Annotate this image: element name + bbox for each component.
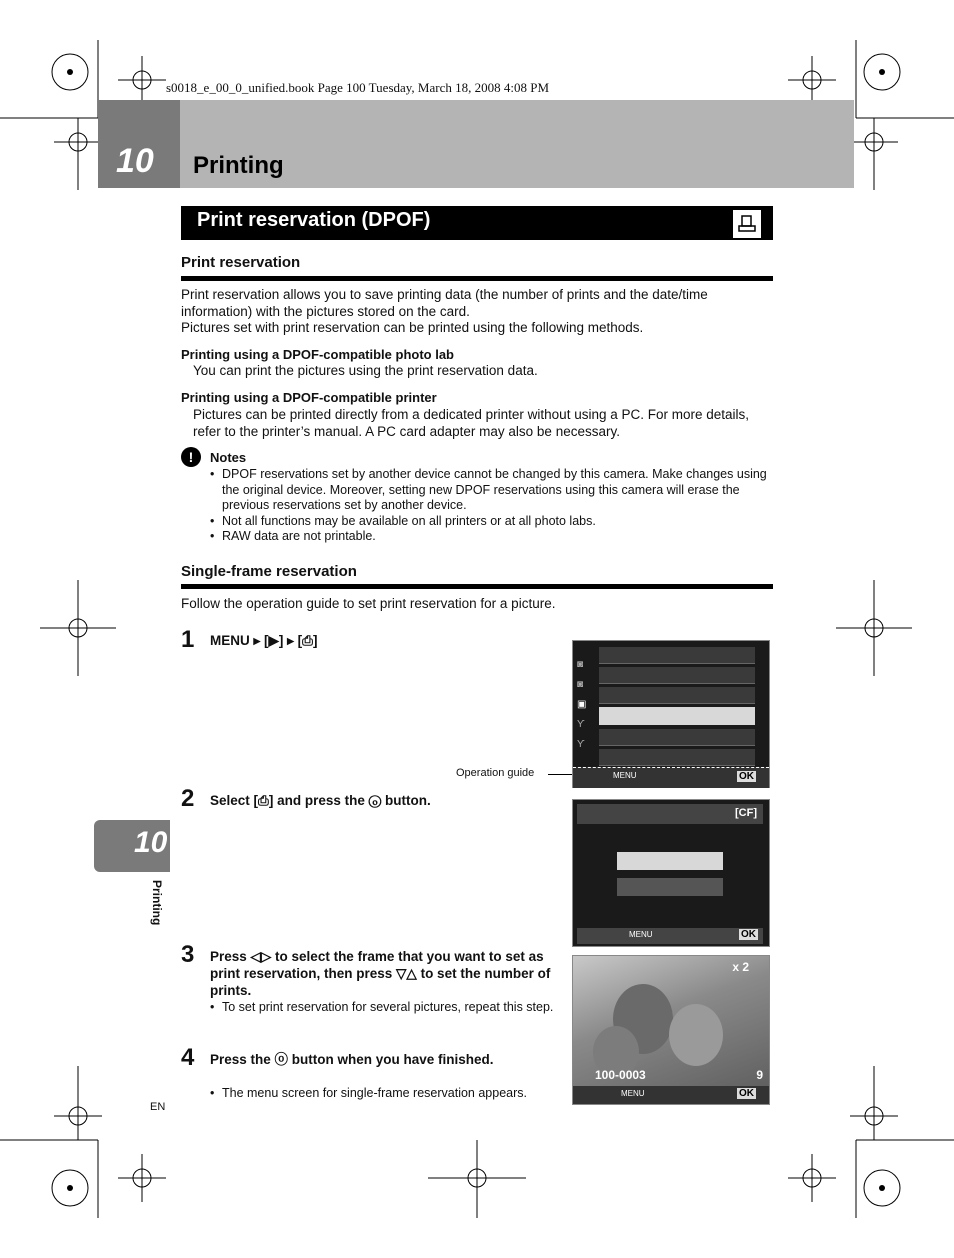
menu-label: MENU	[629, 930, 653, 939]
print-reservation-intro: Print reservation allows you to save printing data (the number of prints and the date/time information) with the pictures stored on the card.	[181, 287, 708, 319]
operation-guide-bar	[573, 1086, 769, 1104]
notes-icon: !	[181, 447, 201, 467]
operation-guide-bar	[577, 928, 763, 944]
menu-row	[599, 749, 755, 766]
method1-title: Printing using a DPOF-compatible photo lab	[181, 347, 454, 362]
select-screen	[572, 799, 770, 947]
step-3-text: Press ◁▷ to select the frame that you want to set as print reservation, then press ▽△ to set the number of prints.	[210, 949, 551, 998]
menu-row	[599, 729, 755, 746]
single-frame-heading: Single-frame reservation	[181, 563, 357, 580]
menu-side-icons: ◙ ◙ ▣ Ƴ Ƴ	[577, 659, 587, 750]
menu-label: MENU	[621, 1089, 645, 1098]
step-2-number: 2	[181, 785, 195, 812]
all-print-option	[617, 878, 723, 896]
side-chapter-label: Printing	[150, 880, 164, 926]
operation-guide-label: Operation guide	[456, 767, 535, 779]
frame-counter: 100-0003	[595, 1068, 646, 1082]
print-reservation-heading: Print reservation	[181, 254, 301, 271]
menu-row	[599, 667, 755, 684]
note-item: • RAW data are not printable.	[210, 529, 775, 545]
notes-list	[210, 467, 775, 545]
screen-top-bar	[577, 804, 763, 824]
chapter-number: 10	[116, 142, 154, 180]
ok-label: OK	[739, 771, 754, 782]
menu-row-selected	[599, 707, 755, 725]
step-4-number: 4	[181, 1044, 195, 1071]
note-item: • DPOF reservations set by another device cannot be changed by this camera. Make changes using the original device. Moreover, setting new DPOF reservations using this camera will erase the previous reservations set by another device.	[210, 467, 775, 514]
menu-row	[599, 647, 755, 664]
photo-screen	[572, 955, 770, 1105]
step-2-text: Select [⎙] and press the ⓞ button.	[210, 793, 431, 808]
heading-rule	[181, 584, 773, 589]
section-title: Print reservation (DPOF)	[197, 209, 431, 231]
notes-title: Notes	[210, 450, 247, 465]
single-frame-intro: Follow the operation guide to set print reservation for a picture.	[181, 596, 556, 611]
method2-text: Pictures can be printed directly from a dedicated printer without using a PC. For more details, refer to the printer’s manual. A PC card adapter may also be necessary.	[193, 407, 750, 439]
language-label: EN	[150, 1101, 166, 1113]
menu-screen	[572, 640, 770, 788]
step-3-note: • To set print reservation for several pictures, repeat this step.	[210, 1000, 567, 1016]
heading-rule	[181, 276, 773, 281]
print-reservation-methods: Pictures set with print reservation can be printed using the following methods.	[181, 320, 644, 335]
step-3-number: 3	[181, 941, 195, 968]
menu-row	[599, 687, 755, 704]
method1-text: You can print the pictures using the print reservation data.	[193, 363, 538, 378]
file-info-header: s0018_e_00_0_unified.book Page 100 Tuesday, March 18, 2008 4:08 PM	[166, 80, 550, 95]
step-1-number: 1	[181, 626, 195, 653]
ok-label: OK	[741, 929, 756, 940]
side-chapter-number: 10	[134, 826, 168, 859]
print-count: x 2	[732, 960, 749, 974]
print-reservation-icon	[733, 210, 761, 238]
operation-guide-bar	[573, 767, 769, 788]
step-4-note: • The menu screen for single-frame reservation appears.	[210, 1086, 567, 1102]
photo-person	[669, 1004, 723, 1066]
step-1-text: MENU ▸ [▶] ▸ [⎙]	[210, 633, 318, 648]
chapter-title: Printing	[193, 152, 284, 179]
cf-label: [CF]	[735, 807, 757, 819]
method2-title: Printing using a DPOF-compatible printer	[181, 390, 437, 405]
step-4-text: Press the ⓞ button when you have finished.	[210, 1052, 494, 1067]
note-item: • Not all functions may be available on all printers or at all photo labs.	[210, 514, 775, 530]
menu-label: MENU	[613, 771, 637, 780]
ok-label: OK	[739, 1088, 754, 1099]
single-print-option	[617, 852, 723, 870]
callout-line	[548, 774, 572, 775]
frame-number: 9	[756, 1068, 763, 1082]
